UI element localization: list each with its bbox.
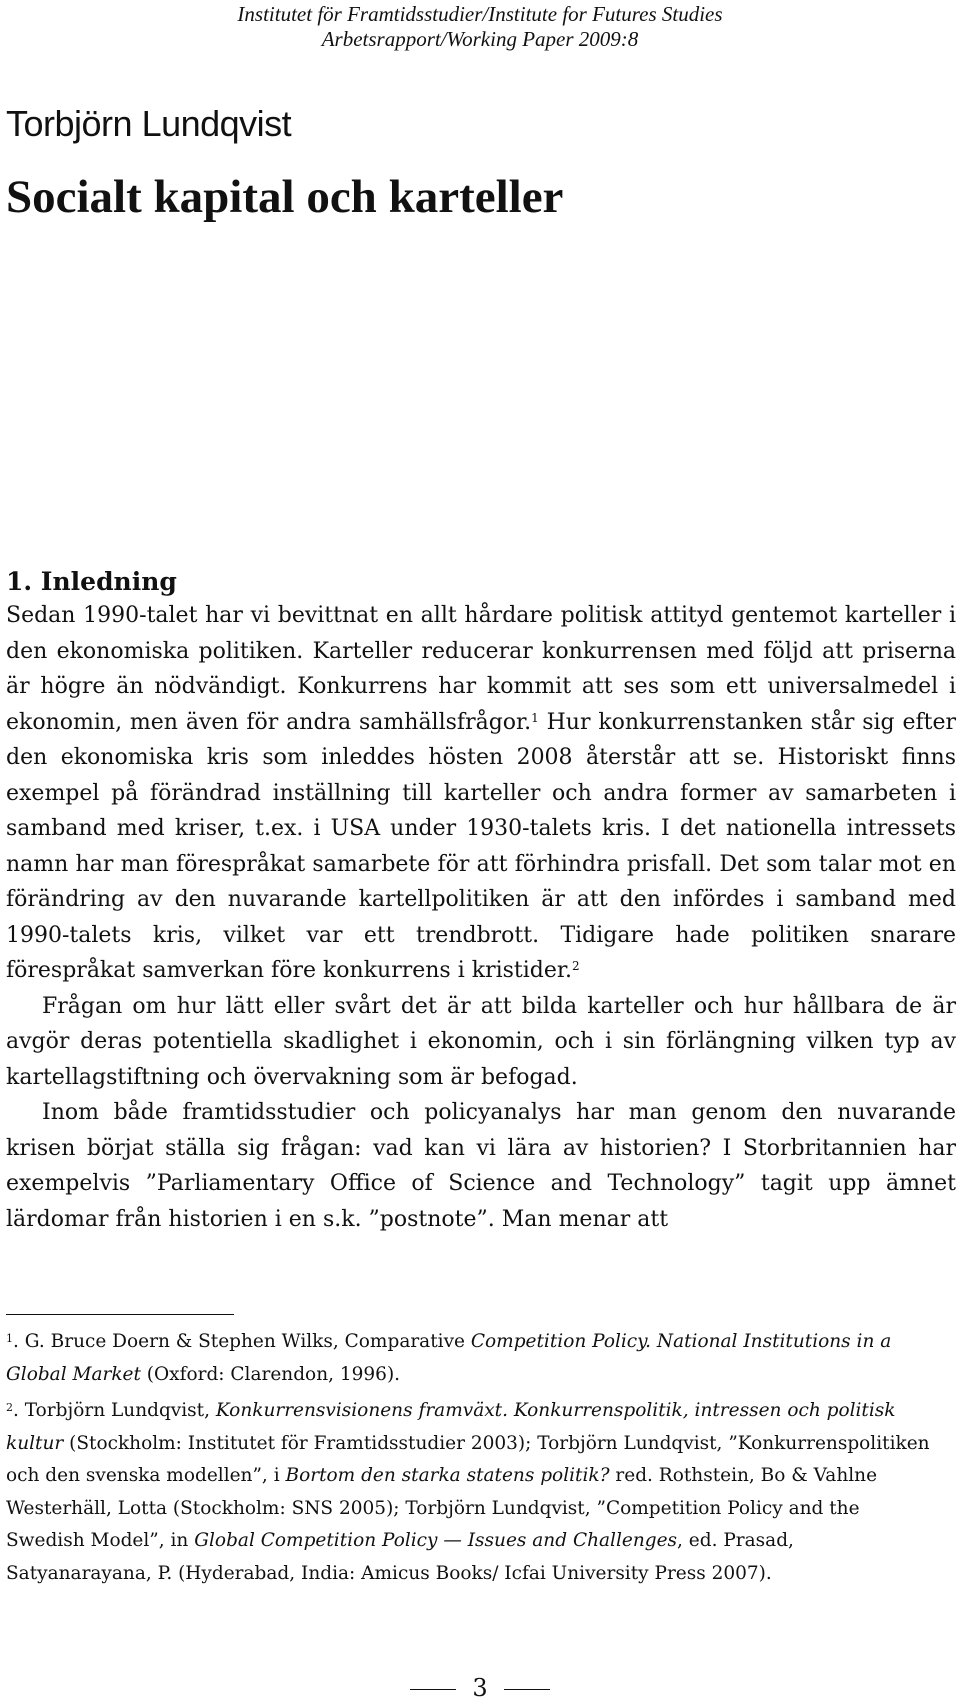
footnote-ref-1: 1 xyxy=(531,710,539,725)
page-number: 3 xyxy=(472,1674,488,1702)
running-header xyxy=(0,2,960,52)
footnote-ref-2: 2 xyxy=(572,959,580,973)
footnote-2-number: 2 xyxy=(6,1401,13,1414)
footnote-1-text-a: . G. Bruce Doern & Stephen Wilks, Comparative xyxy=(13,1331,471,1352)
body-text xyxy=(6,598,956,1237)
paragraph-3: Inom både framtidsstudier och policyanalys har man genom den nuvarande krisen börjat ställa sig frågan: vad kan vi lära av historien? I Storbritannien har exempelvis ”Parliamentary Office of Science and Technology” tagit upp ämnet lärdomar från historien i en s.k. ”postnote”. Man menar att xyxy=(6,1100,956,1232)
page-footer xyxy=(0,1674,960,1702)
footnote-1-text-b: (Oxford: Clarendon, 1996). xyxy=(140,1363,401,1385)
footnote-1-italic-a: Competition Policy. National Institutions in a Global Market xyxy=(6,1331,892,1385)
footnote-1-number: 1 xyxy=(6,1332,13,1345)
footnote-2-italic-a: Konkurrensvisionens framväxt. Konkurrenspolitik, intressen och politisk kultur xyxy=(6,1400,896,1454)
page-number-dash-left xyxy=(410,1689,456,1690)
paragraph-2: Frågan om hur lätt eller svårt det är att bilda karteller och hur hållbara de är avgör deras potentiella skadlighet i ekonomin, och i sin förlängning vilken typ av kartellagstiftning och övervakning som är befogad. xyxy=(6,993,956,1090)
paragraph-1-part-a: Sedan 1990-talet har vi bevittnat en allt hårdare politisk attityd gentemot karteller i den ekonomiska politiken. Karteller reducerar konkurrensen med följd att priserna är högre än nödvändigt. Konkurrens har kommit att ses som ett universalmedel i ekonomin, men även för andra samhällsfrågor. xyxy=(6,603,956,735)
footnote-2 xyxy=(6,1395,941,1590)
footnote-2-text-b: (Stockholm: Institutet för Framtidsstudier 2003); Torbjörn Lundqvist, ”Konkurrenspolitiken och den svenska modellen”, i xyxy=(6,1432,930,1486)
document-title: Socialt kapital och karteller xyxy=(6,171,564,223)
footnote-2-text-d: , ed. Prasad, Satyanarayana, P. (Hyderabad, India: Amicus Books/ Icfai University Press 2007). xyxy=(6,1530,794,1584)
paragraph-1-part-b: Hur konkurrenstanken står sig efter den ekonomiska kris som inleddes hösten 2008 återstår att se. Historiskt finns exempel på förändrad inställning till karteller och andra former av samarbeten i samband med kriser, t.ex. i USA under 1930-talets kris. I det nationella intressets namn har man förespråkat samarbete för att förhindra prisfall. Det som talar mot en förändring av den nuvarande kartellpolitiken är att den infördes i samband med 1990-talets kris, vilket var ett trendbrott. Tidigare hade politiken snarare förespråkat samverkan före konkurrens i kristider. xyxy=(6,709,956,983)
author-name: Torbjörn Lundqvist xyxy=(6,103,292,144)
page-number-dash-right xyxy=(504,1689,550,1690)
header-institute: Institutet för Framtidsstudier/Institute for Futures Studies xyxy=(237,2,723,26)
footnote-2-text-a: . Torbjörn Lundqvist, xyxy=(13,1400,216,1421)
footnote-2-italic-b: Bortom den starka statens politik? xyxy=(285,1465,610,1486)
footnote-2-italic-c: Global Competition Policy — Issues and Challenges xyxy=(194,1530,678,1551)
paragraph-1 xyxy=(6,598,956,989)
section-heading: 1. Inledning xyxy=(6,567,177,596)
header-working-paper: Arbetsrapport/Working Paper 2009:8 xyxy=(321,27,639,51)
footnote-1 xyxy=(6,1326,941,1391)
footnotes xyxy=(6,1326,941,1594)
footnote-separator xyxy=(6,1314,234,1315)
footnote-2-text-c: red. Rothstein, Bo & Vahlne Westerhäll, Lotta (Stockholm: SNS 2005); Torbjörn Lundqvist, ”Competition Policy and the Swedish Model”, in xyxy=(6,1465,878,1551)
